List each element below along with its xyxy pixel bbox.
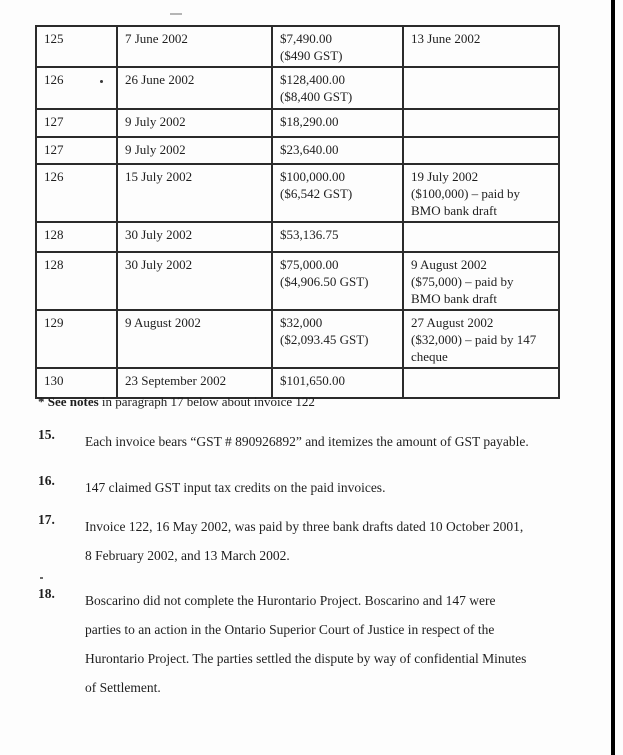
cell-text: ($2,093.45 GST): [280, 332, 369, 347]
paragraph-line: 8 February 2002, and 13 March 2002.: [85, 548, 290, 563]
cell-text: 127: [44, 114, 64, 129]
invoice-number-cell: [36, 109, 117, 137]
invoice-date-cell: [117, 222, 272, 252]
paragraph-line: Each invoice bears “GST # 890926892” and itemizes the amount of GST payable.: [85, 434, 529, 449]
paragraph-line: Hurontario Project. The parties settled the dispute by way of confidential Minutes: [85, 651, 527, 666]
cell-text: 30 July 2002: [125, 257, 193, 272]
payment-cell: [403, 67, 559, 109]
invoice-date-cell: [117, 137, 272, 164]
amount-cell: [272, 26, 403, 67]
cell-text: $101,650.00: [280, 373, 345, 388]
cell-text: 128: [44, 227, 64, 242]
cell-text: 19 July 2002: [411, 169, 479, 184]
cell-text: 130: [44, 373, 64, 388]
paragraph-number: 18.: [38, 586, 55, 601]
invoice-date-cell: [117, 109, 272, 137]
paragraph-17: [38, 512, 583, 570]
payment-cell: [403, 26, 559, 67]
paragraph-number: 15.: [38, 427, 55, 442]
cell-text: 126: [44, 72, 64, 87]
cell-text: 15 July 2002: [125, 169, 193, 184]
amount-cell: [272, 252, 403, 310]
payment-cell: [403, 310, 559, 368]
cell-text: BMO bank draft: [411, 203, 497, 218]
paragraph-line: 147 claimed GST input tax credits on the paid invoices.: [85, 480, 386, 495]
cell-text: 23 September 2002: [125, 373, 227, 388]
cell-text: 9 August 2002: [411, 257, 487, 272]
invoice-number-cell: [36, 26, 117, 67]
amount-cell: [272, 310, 403, 368]
amount-cell: [272, 109, 403, 137]
amount-cell: [272, 222, 403, 252]
table-row: [36, 109, 559, 137]
table-row: [36, 67, 559, 109]
cell-text: 9 July 2002: [125, 114, 186, 129]
cell-text: 129: [44, 315, 64, 330]
invoice-date-cell: [117, 252, 272, 310]
cell-text: BMO bank draft: [411, 291, 497, 306]
invoice-number-cell: [36, 222, 117, 252]
cell-text: $75,000.00: [280, 257, 339, 272]
cell-text: 9 August 2002: [125, 315, 201, 330]
table-row: [36, 222, 559, 252]
paragraph-line: of Settlement.: [85, 680, 161, 695]
cell-text: $23,640.00: [280, 142, 339, 157]
table-row: [36, 26, 559, 67]
cell-text: 30 July 2002: [125, 227, 193, 242]
cell-text: 9 July 2002: [125, 142, 186, 157]
footnote-text: in paragraph 17 below about invoice 122: [98, 394, 315, 409]
table-footnote: [38, 394, 315, 410]
amount-cell: [272, 137, 403, 164]
payment-cell: [403, 164, 559, 222]
cell-text: ($75,000) – paid by: [411, 274, 514, 289]
payment-cell: [403, 137, 559, 164]
scan-edge-artifact: [611, 0, 615, 755]
cell-text: 126: [44, 169, 64, 184]
cell-text: 127: [44, 142, 64, 157]
cell-text: 128: [44, 257, 64, 272]
cell-text: $53,136.75: [280, 227, 339, 242]
cell-text: 125: [44, 31, 64, 46]
invoice-date-cell: [117, 67, 272, 109]
cell-text: ($32,000) – paid by 147: [411, 332, 537, 347]
cell-text: ($8,400 GST): [280, 89, 353, 104]
payment-cell: [403, 222, 559, 252]
paragraph-line: parties to an action in the Ontario Superior Court of Justice in respect of the: [85, 622, 495, 637]
cell-text: $18,290.00: [280, 114, 339, 129]
cell-text: $100,000.00: [280, 169, 345, 184]
table-row: [36, 164, 559, 222]
amount-cell: [272, 164, 403, 222]
amount-cell: [272, 67, 403, 109]
cell-text: $7,490.00: [280, 31, 332, 46]
invoice-date-cell: [117, 164, 272, 222]
cell-text: 7 June 2002: [125, 31, 188, 46]
paragraph-line: Invoice 122, 16 May 2002, was paid by three bank drafts dated 10 October 2001,: [85, 519, 524, 534]
table-row: [36, 137, 559, 164]
scan-artifact-dot: [40, 577, 43, 579]
invoice-number-cell: [36, 137, 117, 164]
table-row: [36, 310, 559, 368]
paragraph-number: 16.: [38, 473, 55, 488]
paragraph-16: [38, 473, 583, 502]
cell-text: $128,400.00: [280, 72, 345, 87]
cell-text: cheque: [411, 349, 448, 364]
payment-cell: [403, 109, 559, 137]
footnote-marker: * See notes: [38, 394, 99, 409]
cell-text: ($100,000) – paid by: [411, 186, 521, 201]
invoice-number-cell: [36, 164, 117, 222]
payment-cell: [403, 368, 559, 398]
paragraph-15: [38, 427, 583, 456]
paragraph-18: [38, 586, 583, 702]
cell-text: 27 August 2002: [411, 315, 494, 330]
invoice-date-cell: [117, 310, 272, 368]
cell-text: ($4,906.50 GST): [280, 274, 369, 289]
invoice-table: [35, 25, 560, 399]
cell-text: ($6,542 GST): [280, 186, 353, 201]
cell-text: $32,000: [280, 315, 323, 330]
invoice-number-cell: [36, 310, 117, 368]
invoice-number-cell: [36, 252, 117, 310]
paragraph-number: 17.: [38, 512, 55, 527]
invoice-number-cell: [36, 67, 117, 109]
paragraph-line: Boscarino did not complete the Hurontario Project. Boscarino and 147 were: [85, 593, 496, 608]
cell-text: ($490 GST): [280, 48, 343, 63]
payment-cell: [403, 252, 559, 310]
cell-text: 13 June 2002: [411, 31, 481, 46]
scan-smudge-artifact: [170, 13, 182, 15]
table-row: [36, 252, 559, 310]
invoice-date-cell: [117, 26, 272, 67]
cell-text: 26 June 2002: [125, 72, 195, 87]
